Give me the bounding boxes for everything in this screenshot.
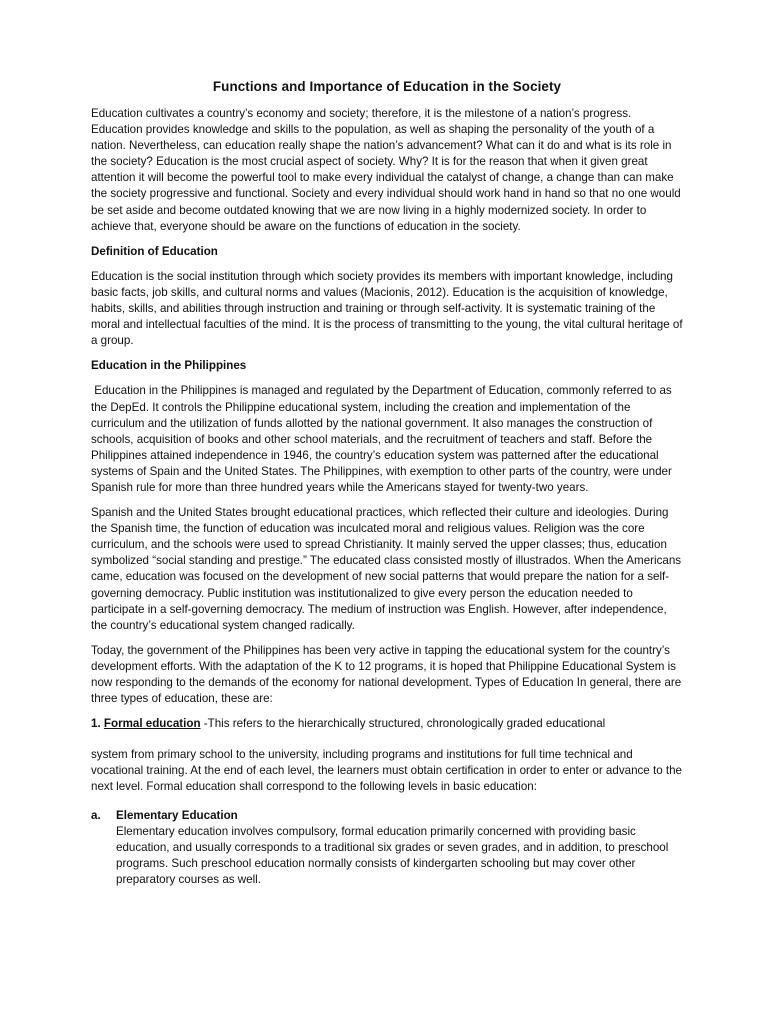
- philippines-paragraph-1: Education in the Philippines is managed and regulated by the Department of Education, commonly referred to as the DepEd. It controls the Philippine educational system, including the creation and implementation of the curriculum and the utilization of funds allotted by the national government. It also manages the construction of schools, acquisition of books and other school materials, and the recruitment of teachers and staff. Before the Philippines attained independence in 1946, the country’s education system was patterned after the educational systems of Spain and the United States. The Philippines, with exemption to other parts of the country, were under Spanish rule for more than three hundred years while the Americans stayed for twenty-two years.: [91, 384, 676, 494]
- list-marker: a.: [91, 808, 101, 822]
- formal-education-label: Formal education: [103, 717, 201, 731]
- definition-heading: Definition of Education: [91, 244, 218, 258]
- elementary-education-text: Elementary education involves compulsory, formal education primarily concerned with providing basic education, and usually corresponds to a traditional six grades or seven grades, and in addition, to preschool programs. Such preschool education normally consists of kindergarten schooling but may cover other preparatory courses as well.: [116, 824, 669, 886]
- formal-education-item: [91, 716, 683, 732]
- philippines-heading: Education in the Philippines: [91, 359, 247, 373]
- document-content: [91, 78, 683, 888]
- list-item: [91, 808, 683, 888]
- intro-paragraph: Education cultivates a country’s economy and society; therefore, it is the milestone of a nation’s progress. Education provides knowledge and skills to the population, as well as shaping the personality of the youth of a nation. Nevertheless, can education really shape the nation’s advancement? What can it do and what is its role in the society? Education is the most crucial aspect of society. Why? It is for the reason that when it given great attention it will become the powerful tool to make every individual the catalyst of change, a change than can make the society progressive and functional. Society and every individual should work hand in hand so that no one would be set aside and become outdated knowing that we are now living in a highly modernized society. In order to achieve that, everyone should be aware on the functions of education in the society.: [91, 107, 681, 233]
- formal-number: 1.: [91, 717, 101, 731]
- list-item-body: [116, 808, 683, 888]
- page-title: Functions and Importance of Education in the Society: [212, 79, 562, 94]
- formal-education-definition: -This refers to the hierarchically structured, chronologically graded educational: [200, 717, 606, 731]
- education-levels-list: [91, 808, 683, 888]
- philippines-paragraph-2: Spanish and the United States brought educational practices, which reflected their culture and ideologies. During the Spanish time, the function of education was inculcated moral and religious values. Religion was the core curriculum, and the schools were used to spread Christianity. It mainly served the upper classes; thus, education symbolized “social standing and prestige.” The educated class consisted mostly of illustrados. When the Americans came, education was focused on the development of new social patterns that would prepare the nation for a self-governing democracy. Public institution was institutionalized to give every person the education needed to participate in a self-governing democracy. The medium of instruction was English. However, after independence, the country’s educational system changed radically.: [91, 506, 682, 632]
- definition-paragraph: Education is the social institution through which society provides its members with important knowledge, including basic facts, job skills, and cultural norms and values (Macionis, 2012). Education is the acquisition of knowledge, habits, skills, and abilities through instruction and training or through self-activity. It is systematic training of the moral and intellectual faculties of the mind. It is the process of transmitting to the young, the vital cultural heritage of a group.: [91, 269, 683, 348]
- elementary-education-heading: Elementary Education: [116, 808, 238, 822]
- philippines-paragraph-3: Today, the government of the Philippines has been very active in tapping the educational system for the country’s development efforts. With the adaptation of the K to 12 programs, it is hoped that Philippine Educational System is now responding to the demands of the economy for national development. Types of Education In general, there are three types of education, these are:: [91, 643, 682, 706]
- formal-education-continued: system from primary school to the university, including programs and institutions for full time technical and vocational training. At the end of each level, the learners must obtain certification in order to enter or advance to the next level. Formal education shall correspond to the following levels in basic education:: [91, 748, 682, 794]
